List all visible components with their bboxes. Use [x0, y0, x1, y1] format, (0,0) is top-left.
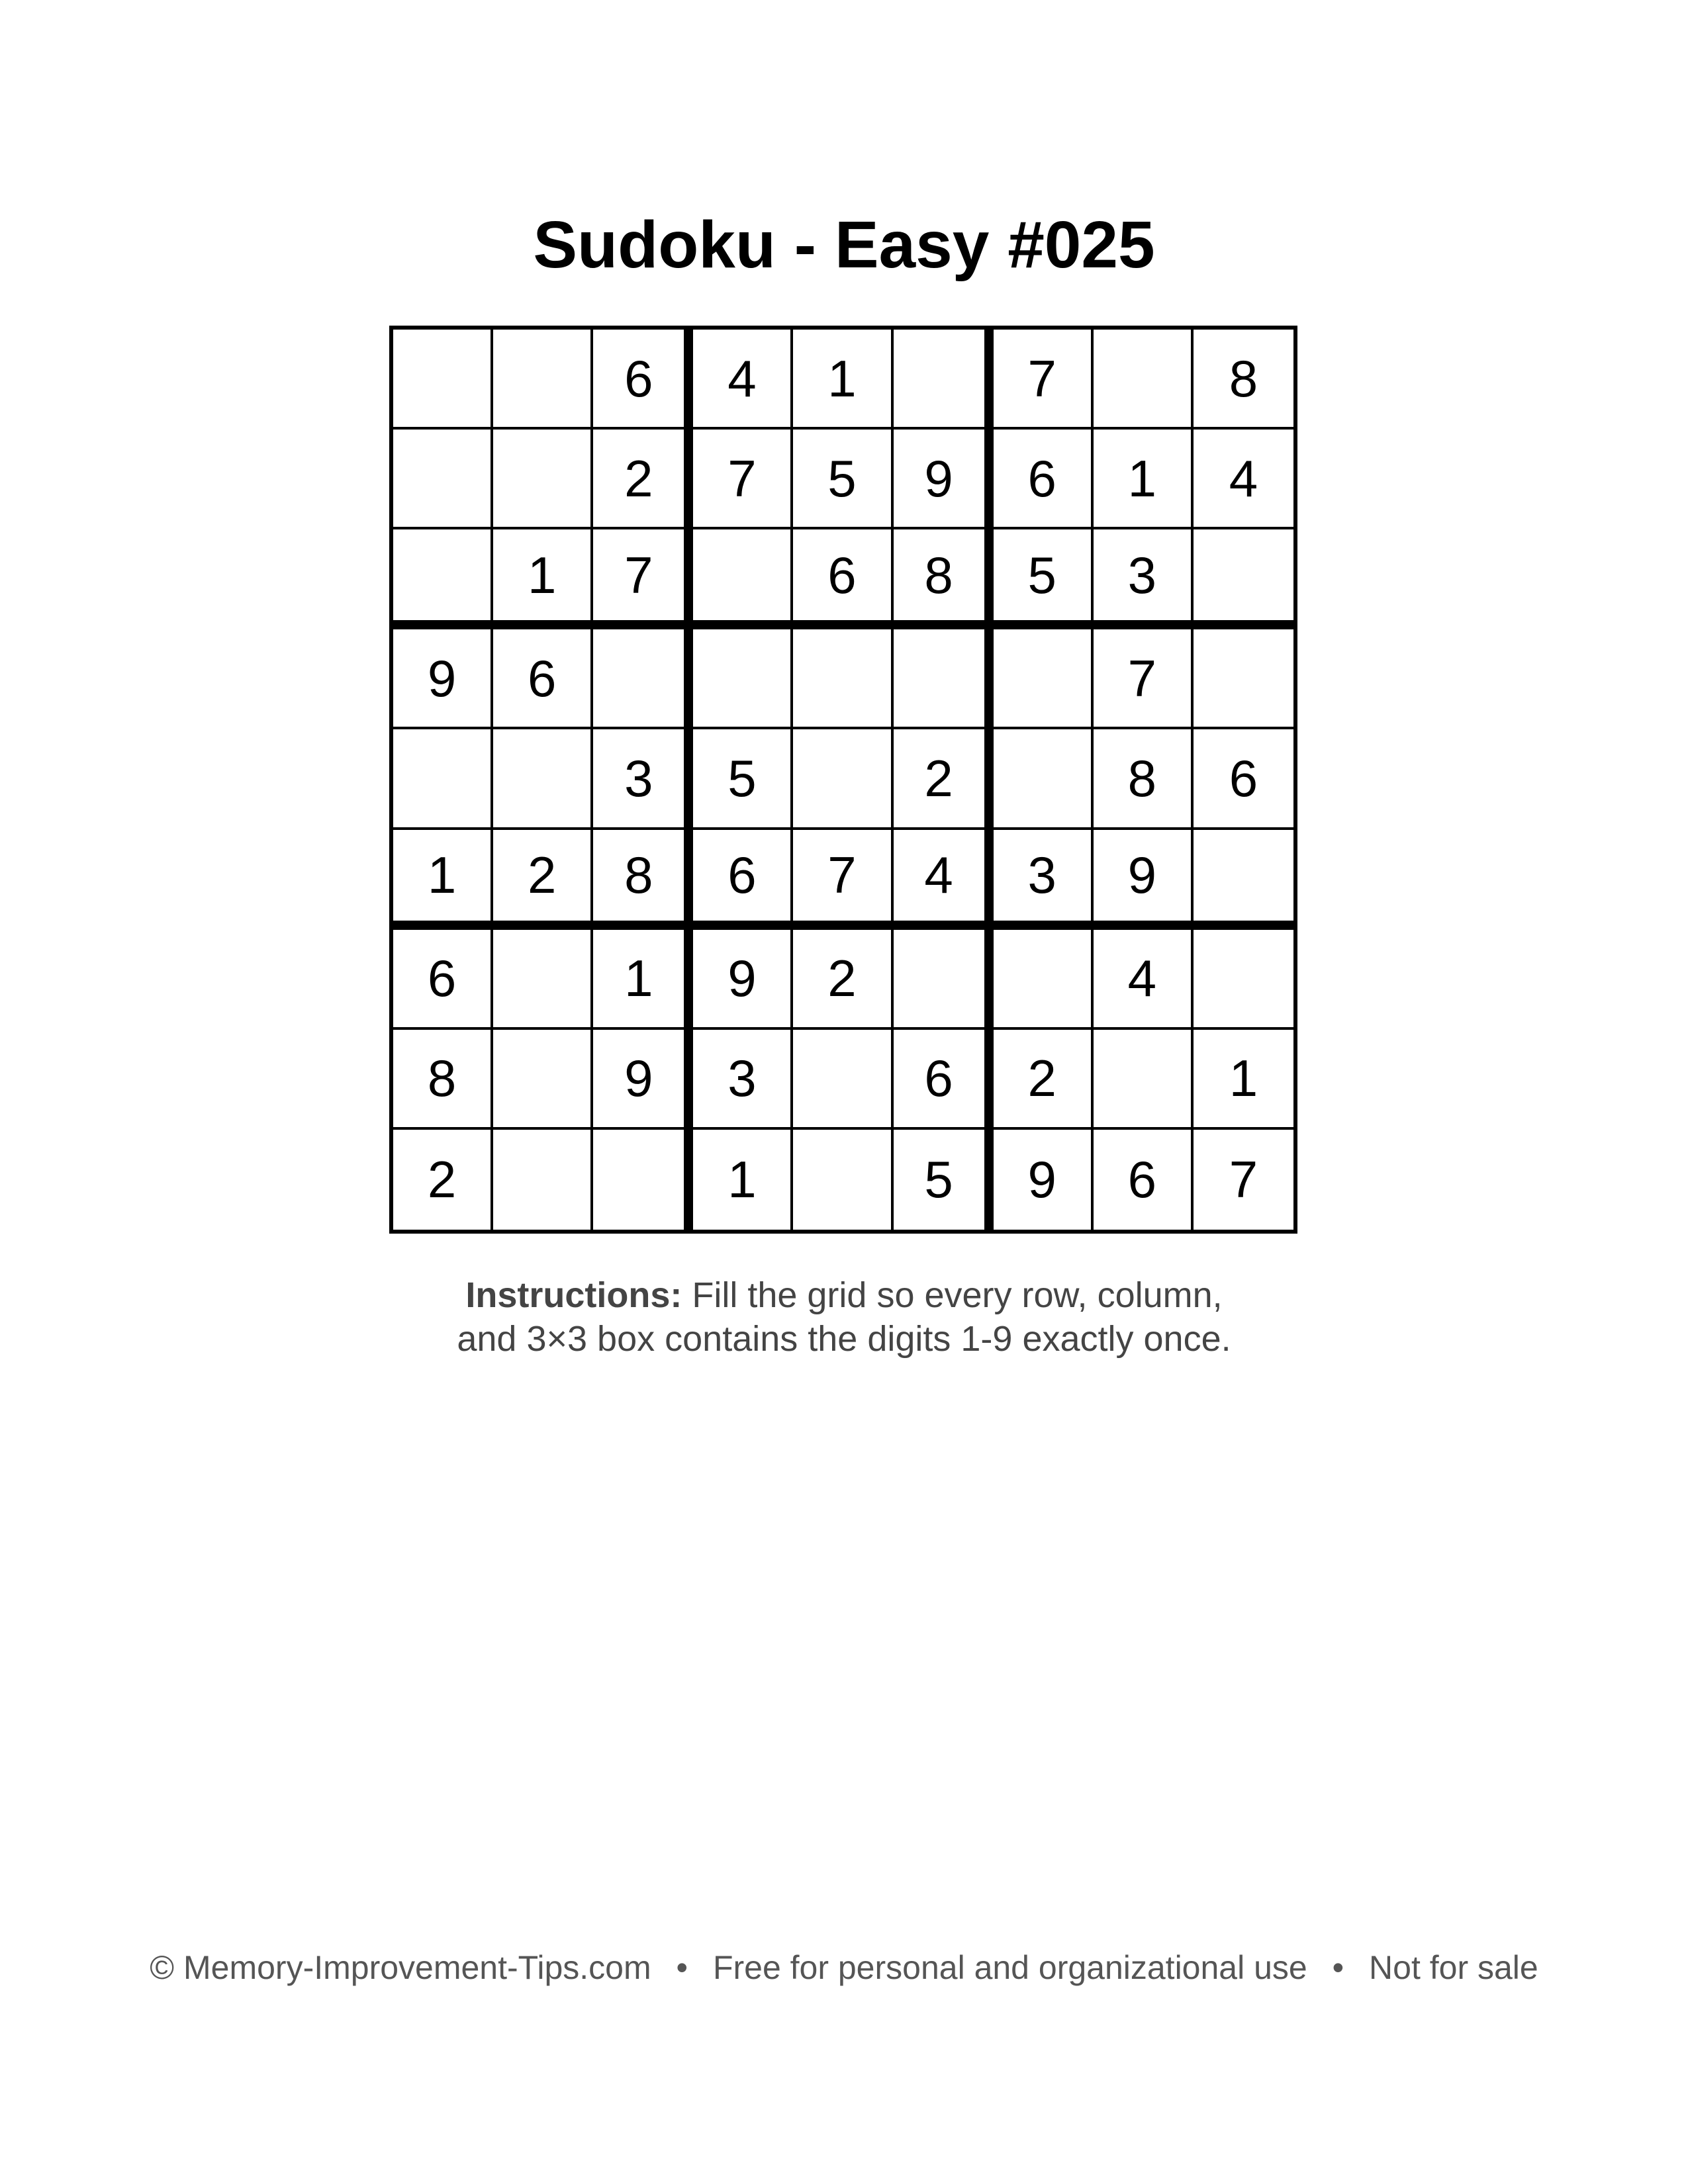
- given-cell: 6: [593, 330, 693, 430]
- sudoku-grid: [389, 326, 1297, 1234]
- given-cell: 5: [693, 729, 793, 829]
- given-cell: 9: [1094, 830, 1194, 930]
- given-cell: 4: [894, 830, 994, 930]
- empty-cell[interactable]: [593, 629, 693, 729]
- given-cell: 6: [493, 629, 593, 729]
- given-cell: 9: [994, 1130, 1094, 1230]
- empty-cell[interactable]: [493, 1030, 593, 1130]
- instructions-text-1: Fill the grid so every row, column,: [682, 1275, 1223, 1315]
- given-cell: 7: [1229, 1150, 1258, 1209]
- given-cell: 9: [894, 430, 994, 529]
- given-cell: 5: [793, 430, 893, 529]
- empty-cell[interactable]: [793, 1030, 893, 1130]
- given-cell: 9: [693, 930, 793, 1030]
- given-cell: 6: [793, 529, 893, 629]
- given-cell: 6: [1094, 1130, 1194, 1230]
- given-cell: 2: [894, 729, 994, 829]
- empty-cell[interactable]: [493, 1130, 593, 1230]
- instructions: [0, 1273, 1688, 1361]
- given-cell: 1: [393, 830, 493, 930]
- given-cell: 7: [793, 830, 893, 930]
- empty-cell[interactable]: [393, 729, 493, 829]
- given-cell: 9: [593, 1030, 693, 1130]
- given-cell: 6: [1194, 729, 1293, 829]
- given-cell: 6: [693, 830, 793, 930]
- given-cell: 6: [393, 930, 493, 1030]
- footer: [0, 1944, 1688, 1991]
- footer-separator: •: [676, 1949, 688, 1986]
- instructions-label: Instructions:: [465, 1275, 682, 1315]
- given-cell: 2: [493, 830, 593, 930]
- empty-cell[interactable]: [994, 629, 1094, 729]
- given-cell: 7: [994, 330, 1094, 430]
- given-cell: 7: [1094, 629, 1194, 729]
- given-cell: 2: [393, 1130, 493, 1230]
- given-cell: 1: [1194, 1030, 1293, 1130]
- empty-cell[interactable]: [1094, 330, 1194, 430]
- empty-cell[interactable]: [393, 330, 493, 430]
- empty-cell[interactable]: [793, 729, 893, 829]
- empty-cell[interactable]: [894, 629, 994, 729]
- empty-cell[interactable]: [1194, 629, 1293, 729]
- empty-cell[interactable]: [894, 330, 994, 430]
- given-cell: 5: [894, 1130, 994, 1230]
- empty-cell[interactable]: [493, 729, 593, 829]
- instructions-line-2: and 3×3 box contains the digits 1-9 exactly once.: [457, 1319, 1231, 1359]
- given-cell: 3: [994, 830, 1094, 930]
- given-cell: 8: [894, 529, 994, 629]
- given-cell: 4: [693, 330, 793, 430]
- given-cell: 5: [994, 529, 1094, 629]
- empty-cell[interactable]: [693, 529, 793, 629]
- instructions-line-1: [0, 1273, 1688, 1317]
- empty-cell[interactable]: [493, 430, 593, 529]
- given-cell: 2: [793, 930, 893, 1030]
- given-cell: 4: [1194, 430, 1293, 529]
- given-cell: 1: [593, 930, 693, 1030]
- given-cell: 8: [1194, 330, 1293, 430]
- given-cell: 8: [393, 1030, 493, 1130]
- given-cell: 1: [493, 529, 593, 629]
- empty-cell[interactable]: [1194, 529, 1293, 629]
- empty-cell[interactable]: [693, 629, 793, 729]
- given-cell: 6: [994, 430, 1094, 529]
- given-cell: 2: [593, 430, 693, 529]
- given-cell: 2: [994, 1030, 1094, 1130]
- footer-license: Free for personal and organizational use: [712, 1949, 1307, 1986]
- given-cell: 1: [793, 330, 893, 430]
- given-cell: 1: [693, 1130, 793, 1230]
- empty-cell[interactable]: [393, 430, 493, 529]
- empty-cell[interactable]: [493, 330, 593, 430]
- given-cell: 3: [693, 1030, 793, 1130]
- empty-cell[interactable]: [994, 930, 1094, 1030]
- given-cell: 8: [593, 830, 693, 930]
- page-title: Sudoku - Easy #025: [533, 208, 1155, 282]
- footer-copyright: © Memory-Improvement-Tips.com: [150, 1949, 651, 1986]
- given-cell: 7: [593, 529, 693, 629]
- empty-cell[interactable]: [793, 1130, 893, 1230]
- given-cell: 3: [593, 729, 693, 829]
- footer-separator: •: [1332, 1949, 1344, 1986]
- empty-cell[interactable]: [894, 930, 994, 1030]
- given-cell: 1: [1094, 430, 1194, 529]
- empty-cell[interactable]: [793, 629, 893, 729]
- empty-cell[interactable]: [493, 930, 593, 1030]
- footer-notice: Not for sale: [1369, 1949, 1538, 1986]
- empty-cell[interactable]: [1194, 930, 1293, 1030]
- given-cell: 9: [393, 629, 493, 729]
- given-cell: 8: [1094, 729, 1194, 829]
- empty-cell[interactable]: [1094, 1030, 1194, 1130]
- given-cell: 6: [894, 1030, 994, 1130]
- given-cell: 3: [1094, 529, 1194, 629]
- given-cell: 7: [693, 430, 793, 529]
- empty-cell[interactable]: [593, 1130, 693, 1230]
- empty-cell[interactable]: [1194, 830, 1293, 930]
- given-cell: 4: [1094, 930, 1194, 1030]
- empty-cell[interactable]: [393, 529, 493, 629]
- empty-cell[interactable]: [994, 729, 1094, 829]
